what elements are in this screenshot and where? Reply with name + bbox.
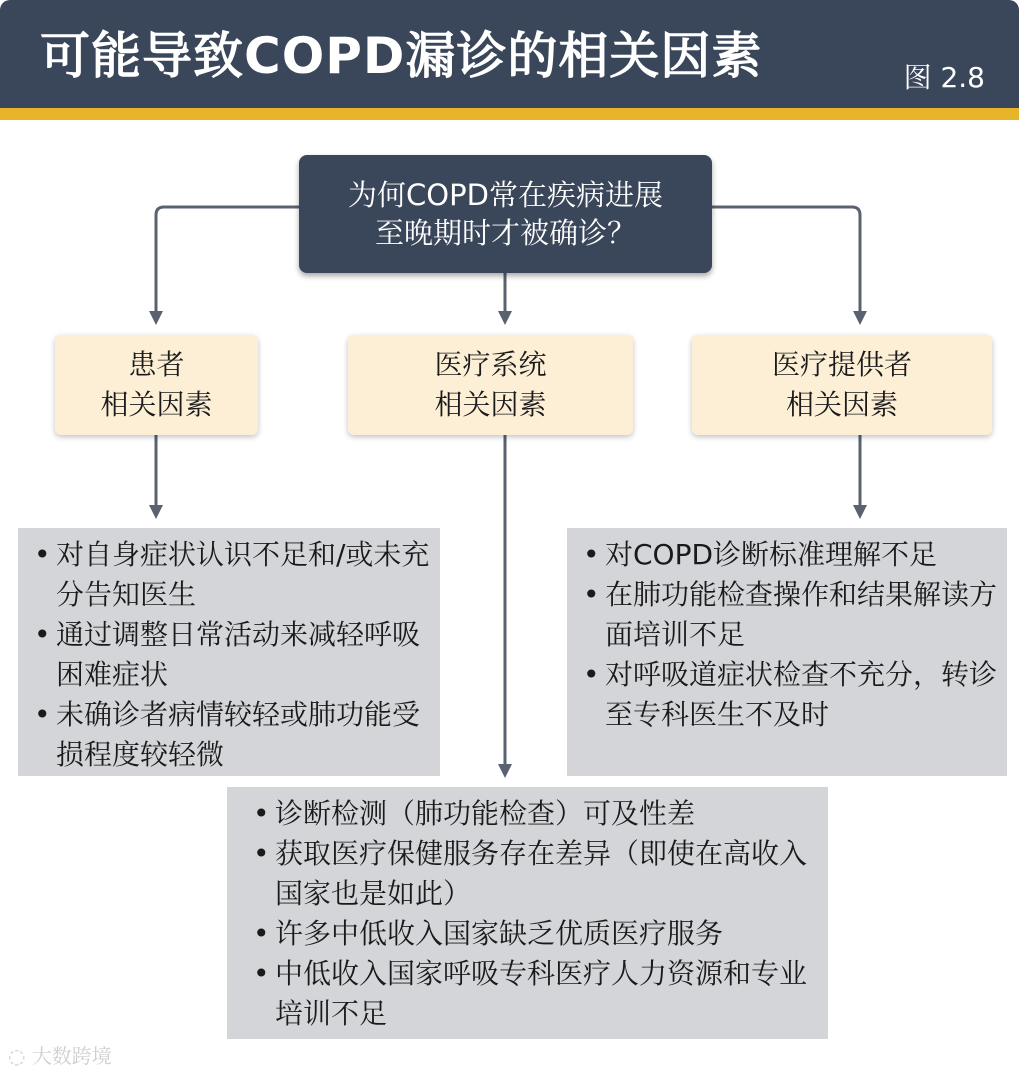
watermark-icon: ◌ — [8, 1044, 32, 1068]
list-item: • 未确诊者病情较轻或肺功能受损程度较轻微 — [22, 695, 432, 775]
provider-factors-list — [567, 528, 1007, 776]
list-item: • 获取医疗保健服务存在差异（即使在高收入国家也是如此） — [241, 834, 820, 914]
figure-label: 图 2.8 — [903, 61, 985, 94]
category-provider-line1: 医疗提供者 — [771, 348, 912, 381]
connector-root-to-patient — [156, 207, 299, 318]
list-item: • 在肺功能检查操作和结果解读方面培训不足 — [571, 575, 999, 655]
watermark-text: 大数跨境 — [31, 1044, 112, 1068]
category-patient-line2: 相关因素 — [100, 388, 213, 421]
page-title: 可能导致COPD漏诊的相关因素 — [40, 27, 763, 85]
root-question-box — [299, 155, 712, 273]
root-question-line2: 至晚期时才被确诊？ — [374, 216, 636, 250]
system-factors-list — [227, 787, 828, 1039]
category-patient-line1: 患者 — [128, 348, 185, 381]
category-system-line1: 医疗系统 — [434, 348, 547, 381]
list-item: • 对COPD诊断标准理解不足 — [571, 535, 999, 575]
category-provider-box — [692, 335, 992, 435]
list-item: • 中低收入国家呼吸专科医疗人力资源和专业培训不足 — [241, 954, 820, 1034]
list-item: • 通过调整日常活动来减轻呼吸困难症状 — [22, 615, 432, 695]
watermark-logo — [8, 1040, 112, 1069]
list-item: • 对自身症状认识不足和/或未充分告知医生 — [22, 535, 432, 615]
root-question-line1: 为何COPD常在疾病进展 — [348, 178, 663, 212]
list-item: • 对呼吸道症状检查不充分，转诊至专科医生不及时 — [571, 655, 999, 735]
patient-factors-list — [18, 528, 440, 776]
connector-root-to-provider — [712, 207, 860, 318]
category-patient-box — [55, 335, 258, 435]
category-system-box — [348, 335, 633, 435]
category-provider-line2: 相关因素 — [785, 388, 898, 421]
category-system-line2: 相关因素 — [434, 388, 547, 421]
list-item: • 诊断检测（肺功能检查）可及性差 — [241, 794, 820, 834]
list-item: • 许多中低收入国家缺乏优质医疗服务 — [241, 914, 820, 954]
